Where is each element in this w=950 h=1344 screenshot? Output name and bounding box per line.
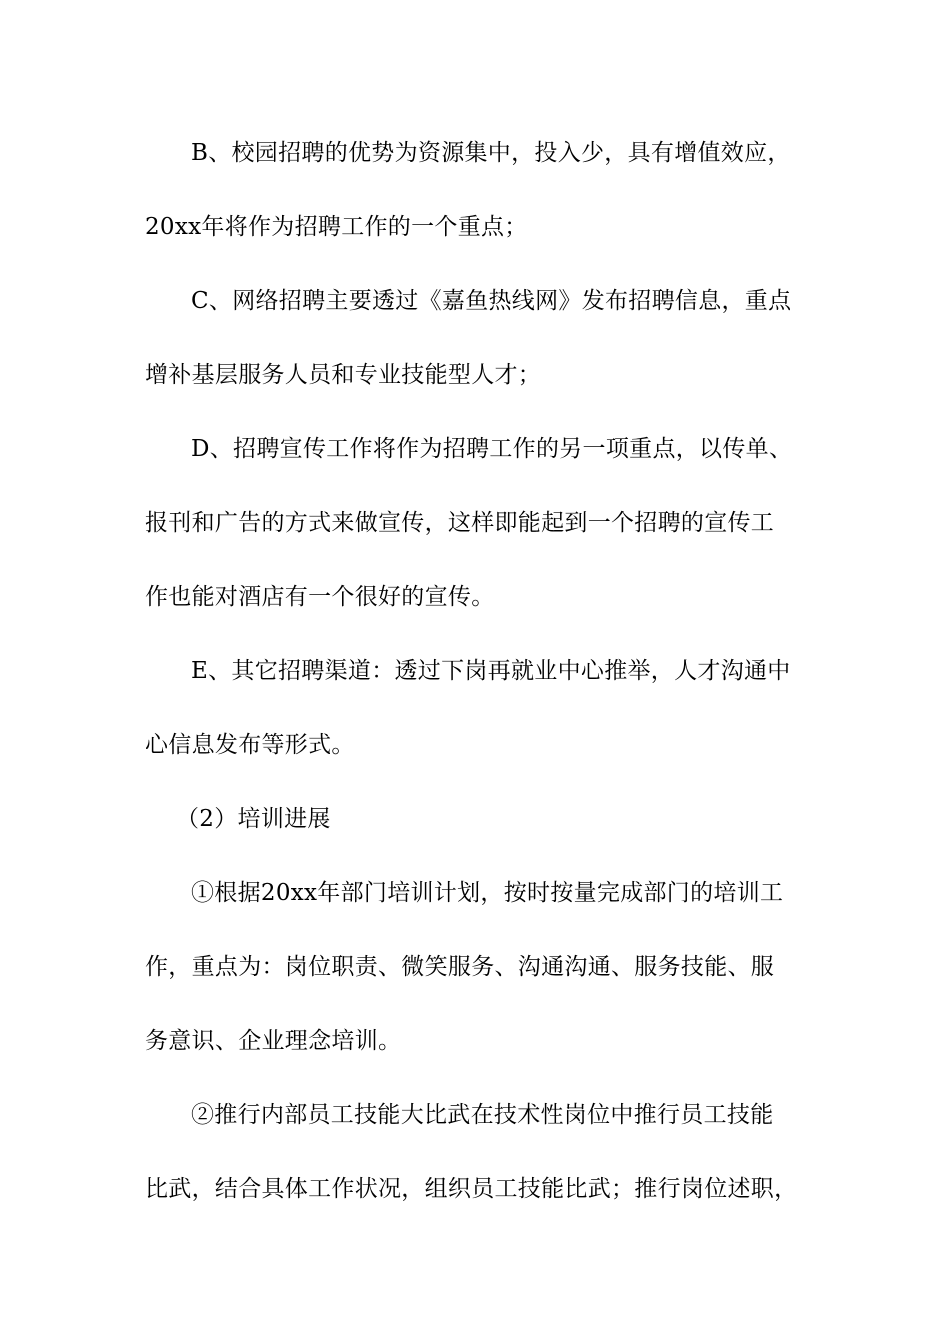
text-line: 报刊和广告的方式来做宣传，这样即能起到一个招聘的宣传工	[145, 510, 775, 536]
text-line: 20xx年将作为招聘工作的一个重点；	[145, 214, 528, 240]
text-line: 作，重点为：岗位职责、微笑服务、沟通沟通、服务技能、服	[145, 954, 775, 980]
section-title: （2）培训进展	[176, 806, 331, 832]
text-line: E、其它招聘渠道：透过下岗再就业中心推举，人才沟通中	[191, 658, 791, 684]
text-line: ①根据20xx年部门培训计划，按时按量完成部门的培训工	[191, 880, 784, 906]
text-line: 务意识、企业理念培训。	[145, 1028, 402, 1054]
text-line: 比武，结合具体工作状况，组织员工技能比武；推行岗位述职，	[145, 1176, 798, 1202]
text-line: B、校园招聘的优势为资源集中，投入少，具有增值效应，	[191, 140, 791, 166]
text-line: 心信息发布等形式。	[145, 732, 355, 758]
text-line: 作也能对酒店有一个很好的宣传。	[145, 584, 495, 610]
text-line: D、招聘宣传工作将作为招聘工作的另一项重点，以传单、	[191, 436, 793, 462]
text-line: ②推行内部员工技能大比武在技术性岗位中推行员工技能	[191, 1102, 774, 1128]
text-line: 增补基层服务人员和专业技能型人才；	[145, 362, 542, 388]
text-line: C、网络招聘主要透过《嘉鱼热线网》发布招聘信息，重点	[191, 288, 792, 314]
